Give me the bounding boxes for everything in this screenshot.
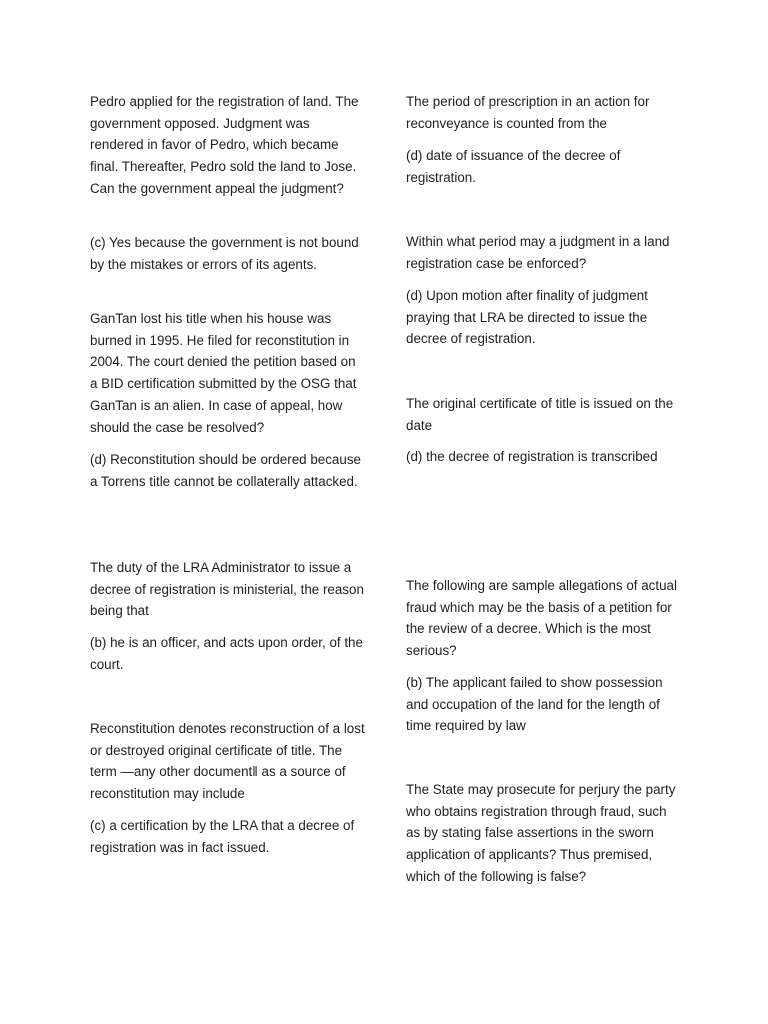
question-text: Within what period may a judgment in a land registration case be enforced? bbox=[406, 234, 670, 271]
answer-text: (c) Yes because the government is not bound by the mistakes or errors of its agents. bbox=[90, 235, 359, 272]
answer-text: (d) Reconstitution should be ordered because a Torrens title cannot be collaterally attacked. bbox=[90, 452, 361, 489]
answer-text: (c) a certification by the LRA that a decree of registration was in fact issued. bbox=[90, 818, 355, 855]
question-text: Pedro applied for the registration of land. The government opposed. Judgment was rendered in favor of Pedro, which became final. Thereafter, Pedro sold the land to Jose. Can the government appeal the judgment? bbox=[90, 94, 359, 196]
answer-text: (b) he is an officer, and acts upon order, of the court. bbox=[90, 635, 363, 672]
answer-text: (d) the decree of registration is transcribed bbox=[406, 449, 658, 464]
answer-text: (b) The applicant failed to show possession and occupation of the land for the length of time required by law bbox=[406, 675, 663, 734]
question-text: The duty of the LRA Administrator to issue a decree of registration is ministerial, the reason being that bbox=[90, 560, 364, 619]
question-text: The following are sample allegations of actual fraud which may be the basis of a petition for the review of a decree. Which is the most serious? bbox=[406, 578, 677, 659]
question-text: The State may prosecute for perjury the party who obtains registration through fraud, such as by stating false assertions in the sworn application of applicants? Thus premised, which of the following is false? bbox=[406, 782, 676, 884]
answer-text: (d) Upon motion after finality of judgment praying that LRA be directed to issue the decree of registration. bbox=[406, 288, 648, 347]
question-text: GanTan lost his title when his house was burned in 1995. He filed for reconstitution in 2004. The court denied the petition based on a BID certification submitted by the OSG that GanTan is an alien. In case of appeal, how should the case be resolved? bbox=[90, 311, 357, 435]
question-text: The period of prescription in an action for reconveyance is counted from the bbox=[406, 94, 650, 131]
question-text: The original certificate of title is issued on the date bbox=[406, 396, 674, 433]
answer-text: (d) date of issuance of the decree of registration. bbox=[406, 148, 621, 185]
question-text: Reconstitution denotes reconstruction of a lost or destroyed original certificate of title. The term ―any other document‖ as a source of reconstitution may include bbox=[90, 721, 365, 802]
